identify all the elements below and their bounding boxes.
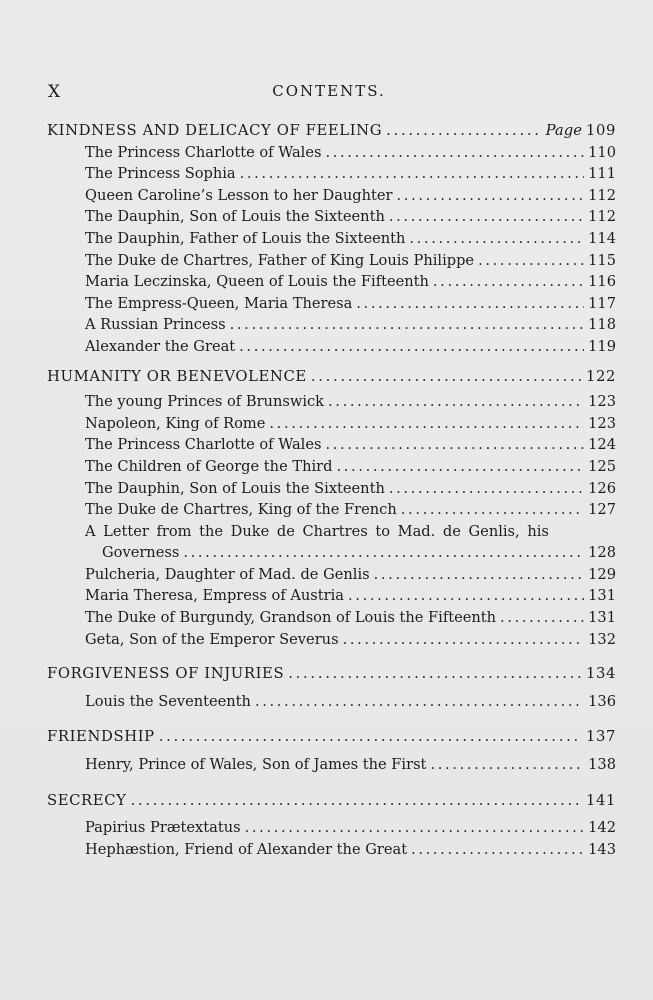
entry-title: Louis the Seventeenth xyxy=(85,692,251,710)
toc-entry xyxy=(47,691,616,713)
entry-title: Alexander the Great xyxy=(85,337,236,355)
leader-dots xyxy=(269,413,584,435)
leader-dots xyxy=(397,185,585,207)
toc-entry xyxy=(47,607,616,629)
leader-dots xyxy=(159,726,582,748)
leader-dots xyxy=(131,790,582,812)
leader-dots xyxy=(325,142,584,164)
entry-page: 112 xyxy=(588,186,616,204)
entry-title: The Children of George the Third xyxy=(85,457,333,475)
toc-section-secrecy xyxy=(47,790,616,812)
toc-entry xyxy=(47,754,616,776)
leader-dots xyxy=(311,366,582,388)
entry-title: The Duke de Chartres, King of the French xyxy=(85,501,397,519)
entry-title: Hephæstion, Friend of Alexander the Great xyxy=(85,840,408,858)
toc-entry xyxy=(47,271,616,293)
leader-dots xyxy=(389,478,584,500)
section-title: SECRECY xyxy=(47,791,127,809)
leader-dots xyxy=(478,250,584,272)
page-folio: X xyxy=(48,82,62,102)
toc-section-humanity xyxy=(47,366,616,388)
entry-page: 127 xyxy=(588,501,616,519)
entry-title: The Duke de Chartres, Father of King Louis Philippe xyxy=(85,251,475,269)
toc-entry xyxy=(47,499,616,521)
entry-page: 126 xyxy=(588,479,616,497)
entry-page: 115 xyxy=(588,251,616,269)
toc-entry-first-line xyxy=(47,521,616,543)
entry-title: A Letter from the Duke de Chartres to Mad. de Genlis, his xyxy=(85,522,549,540)
entry-page: 128 xyxy=(588,544,616,562)
toc-entry xyxy=(47,163,616,185)
toc-entry xyxy=(47,817,616,839)
section-page: 141 xyxy=(585,791,616,809)
entry-title: Queen Caroline’s Lesson to her Daughter xyxy=(85,186,393,204)
entry-title: Henry, Prince of Wales, Son of James the First xyxy=(85,756,427,774)
leader-dots xyxy=(411,839,584,861)
toc-section-friendship xyxy=(47,726,616,748)
toc-entry xyxy=(47,185,616,207)
toc-entry xyxy=(47,314,616,336)
entry-title: The Dauphin, Father of Louis the Sixteenth xyxy=(85,229,406,247)
section-page: 122 xyxy=(585,367,616,385)
entry-page: 110 xyxy=(588,143,616,161)
table-of-contents xyxy=(47,120,616,860)
entry-page: 132 xyxy=(588,630,616,648)
toc-entry xyxy=(47,839,616,861)
entry-page: 124 xyxy=(588,436,616,454)
toc-entry xyxy=(47,585,616,607)
toc-entry xyxy=(47,456,616,478)
running-head xyxy=(44,82,614,108)
section-title: FORGIVENESS OF INJURIES xyxy=(47,665,285,683)
entry-title: Papirius Prætextatus xyxy=(85,819,241,837)
leader-dots xyxy=(183,542,584,564)
entry-title: The Princess Sophia xyxy=(85,165,236,183)
leader-dots xyxy=(348,585,584,607)
toc-entry xyxy=(47,293,616,315)
entry-page: 114 xyxy=(588,229,616,247)
leader-dots xyxy=(356,293,584,315)
entry-page: 131 xyxy=(588,609,616,627)
entry-title: A Russian Princess xyxy=(85,316,226,334)
entry-title: Pulcheria, Daughter of Mad. de Genlis xyxy=(85,565,370,583)
entry-title: The Duke of Burgundy, Grandson of Louis the Fifteenth xyxy=(85,609,497,627)
entry-page: 123 xyxy=(588,393,616,411)
entry-title: Geta, Son of the Emperor Severus xyxy=(85,630,339,648)
section-page: 137 xyxy=(585,728,616,746)
toc-entry xyxy=(47,434,616,456)
entry-page: 112 xyxy=(588,208,616,226)
toc-entry xyxy=(47,206,616,228)
leader-dots xyxy=(328,391,584,413)
section-title: HUMANITY OR BENEVOLENCE xyxy=(47,367,307,385)
entry-page: 129 xyxy=(588,565,616,583)
leader-dots xyxy=(386,120,541,142)
entry-page: 143 xyxy=(588,840,616,858)
entry-title-continued: Governess xyxy=(102,544,180,562)
leader-dots xyxy=(430,754,584,776)
entry-page: 116 xyxy=(588,273,616,291)
leader-dots xyxy=(343,629,585,651)
toc-entry-continuation xyxy=(47,542,616,564)
leader-dots xyxy=(389,206,584,228)
toc-entry xyxy=(47,142,616,164)
toc-entry xyxy=(47,413,616,435)
entry-title: Maria Theresa, Empress of Austria xyxy=(85,587,345,605)
entry-page: 136 xyxy=(588,692,616,710)
entry-page: 138 xyxy=(588,756,616,774)
page-label: Page xyxy=(545,122,582,139)
section-page: Page 109 xyxy=(545,122,616,139)
entry-page: 125 xyxy=(588,457,616,475)
entry-title: The young Princes of Brunswick xyxy=(85,393,325,411)
entry-page: 142 xyxy=(588,819,616,837)
toc-section-kindness xyxy=(47,120,616,142)
entry-page: 123 xyxy=(588,414,616,432)
leader-dots xyxy=(288,663,582,685)
leader-dots xyxy=(325,434,584,456)
entry-title: The Princess Charlotte of Wales xyxy=(85,143,322,161)
entry-title: The Dauphin, Son of Louis the Sixteenth xyxy=(85,479,385,497)
section-title: FRIENDSHIP xyxy=(47,728,155,746)
toc-section-forgiveness xyxy=(47,663,616,685)
entry-page: 118 xyxy=(588,316,616,334)
toc-entry xyxy=(47,564,616,586)
leader-dots xyxy=(245,817,585,839)
leader-dots xyxy=(239,336,584,358)
entry-page: 117 xyxy=(588,294,616,312)
toc-entry xyxy=(47,478,616,500)
leader-dots xyxy=(401,499,584,521)
leader-dots xyxy=(374,564,585,586)
leader-dots xyxy=(336,456,584,478)
toc-entry xyxy=(47,391,616,413)
entry-title: The Empress-Queen, Maria Theresa xyxy=(85,294,353,312)
toc-entry xyxy=(47,228,616,250)
entry-title: The Dauphin, Son of Louis the Sixteenth xyxy=(85,208,385,226)
entry-title: Maria Leczinska, Queen of Louis the Fifteenth xyxy=(85,273,429,291)
entry-title: Napoleon, King of Rome xyxy=(85,414,266,432)
leader-dots xyxy=(240,163,585,185)
leader-dots xyxy=(230,314,585,336)
toc-entry xyxy=(47,629,616,651)
leader-dots xyxy=(409,228,584,250)
page-title: CONTENTS. xyxy=(272,82,386,100)
leader-dots xyxy=(255,691,584,713)
entry-page: 119 xyxy=(588,337,616,355)
entry-title: The Princess Charlotte of Wales xyxy=(85,436,322,454)
leader-dots xyxy=(500,607,584,629)
entry-page: 111 xyxy=(588,165,616,183)
toc-entry xyxy=(47,336,616,358)
entry-page: 131 xyxy=(588,587,616,605)
section-title: KINDNESS AND DELICACY OF FEELING xyxy=(47,122,383,139)
toc-entry xyxy=(47,250,616,272)
section-page: 134 xyxy=(585,665,616,683)
leader-dots xyxy=(433,271,584,293)
